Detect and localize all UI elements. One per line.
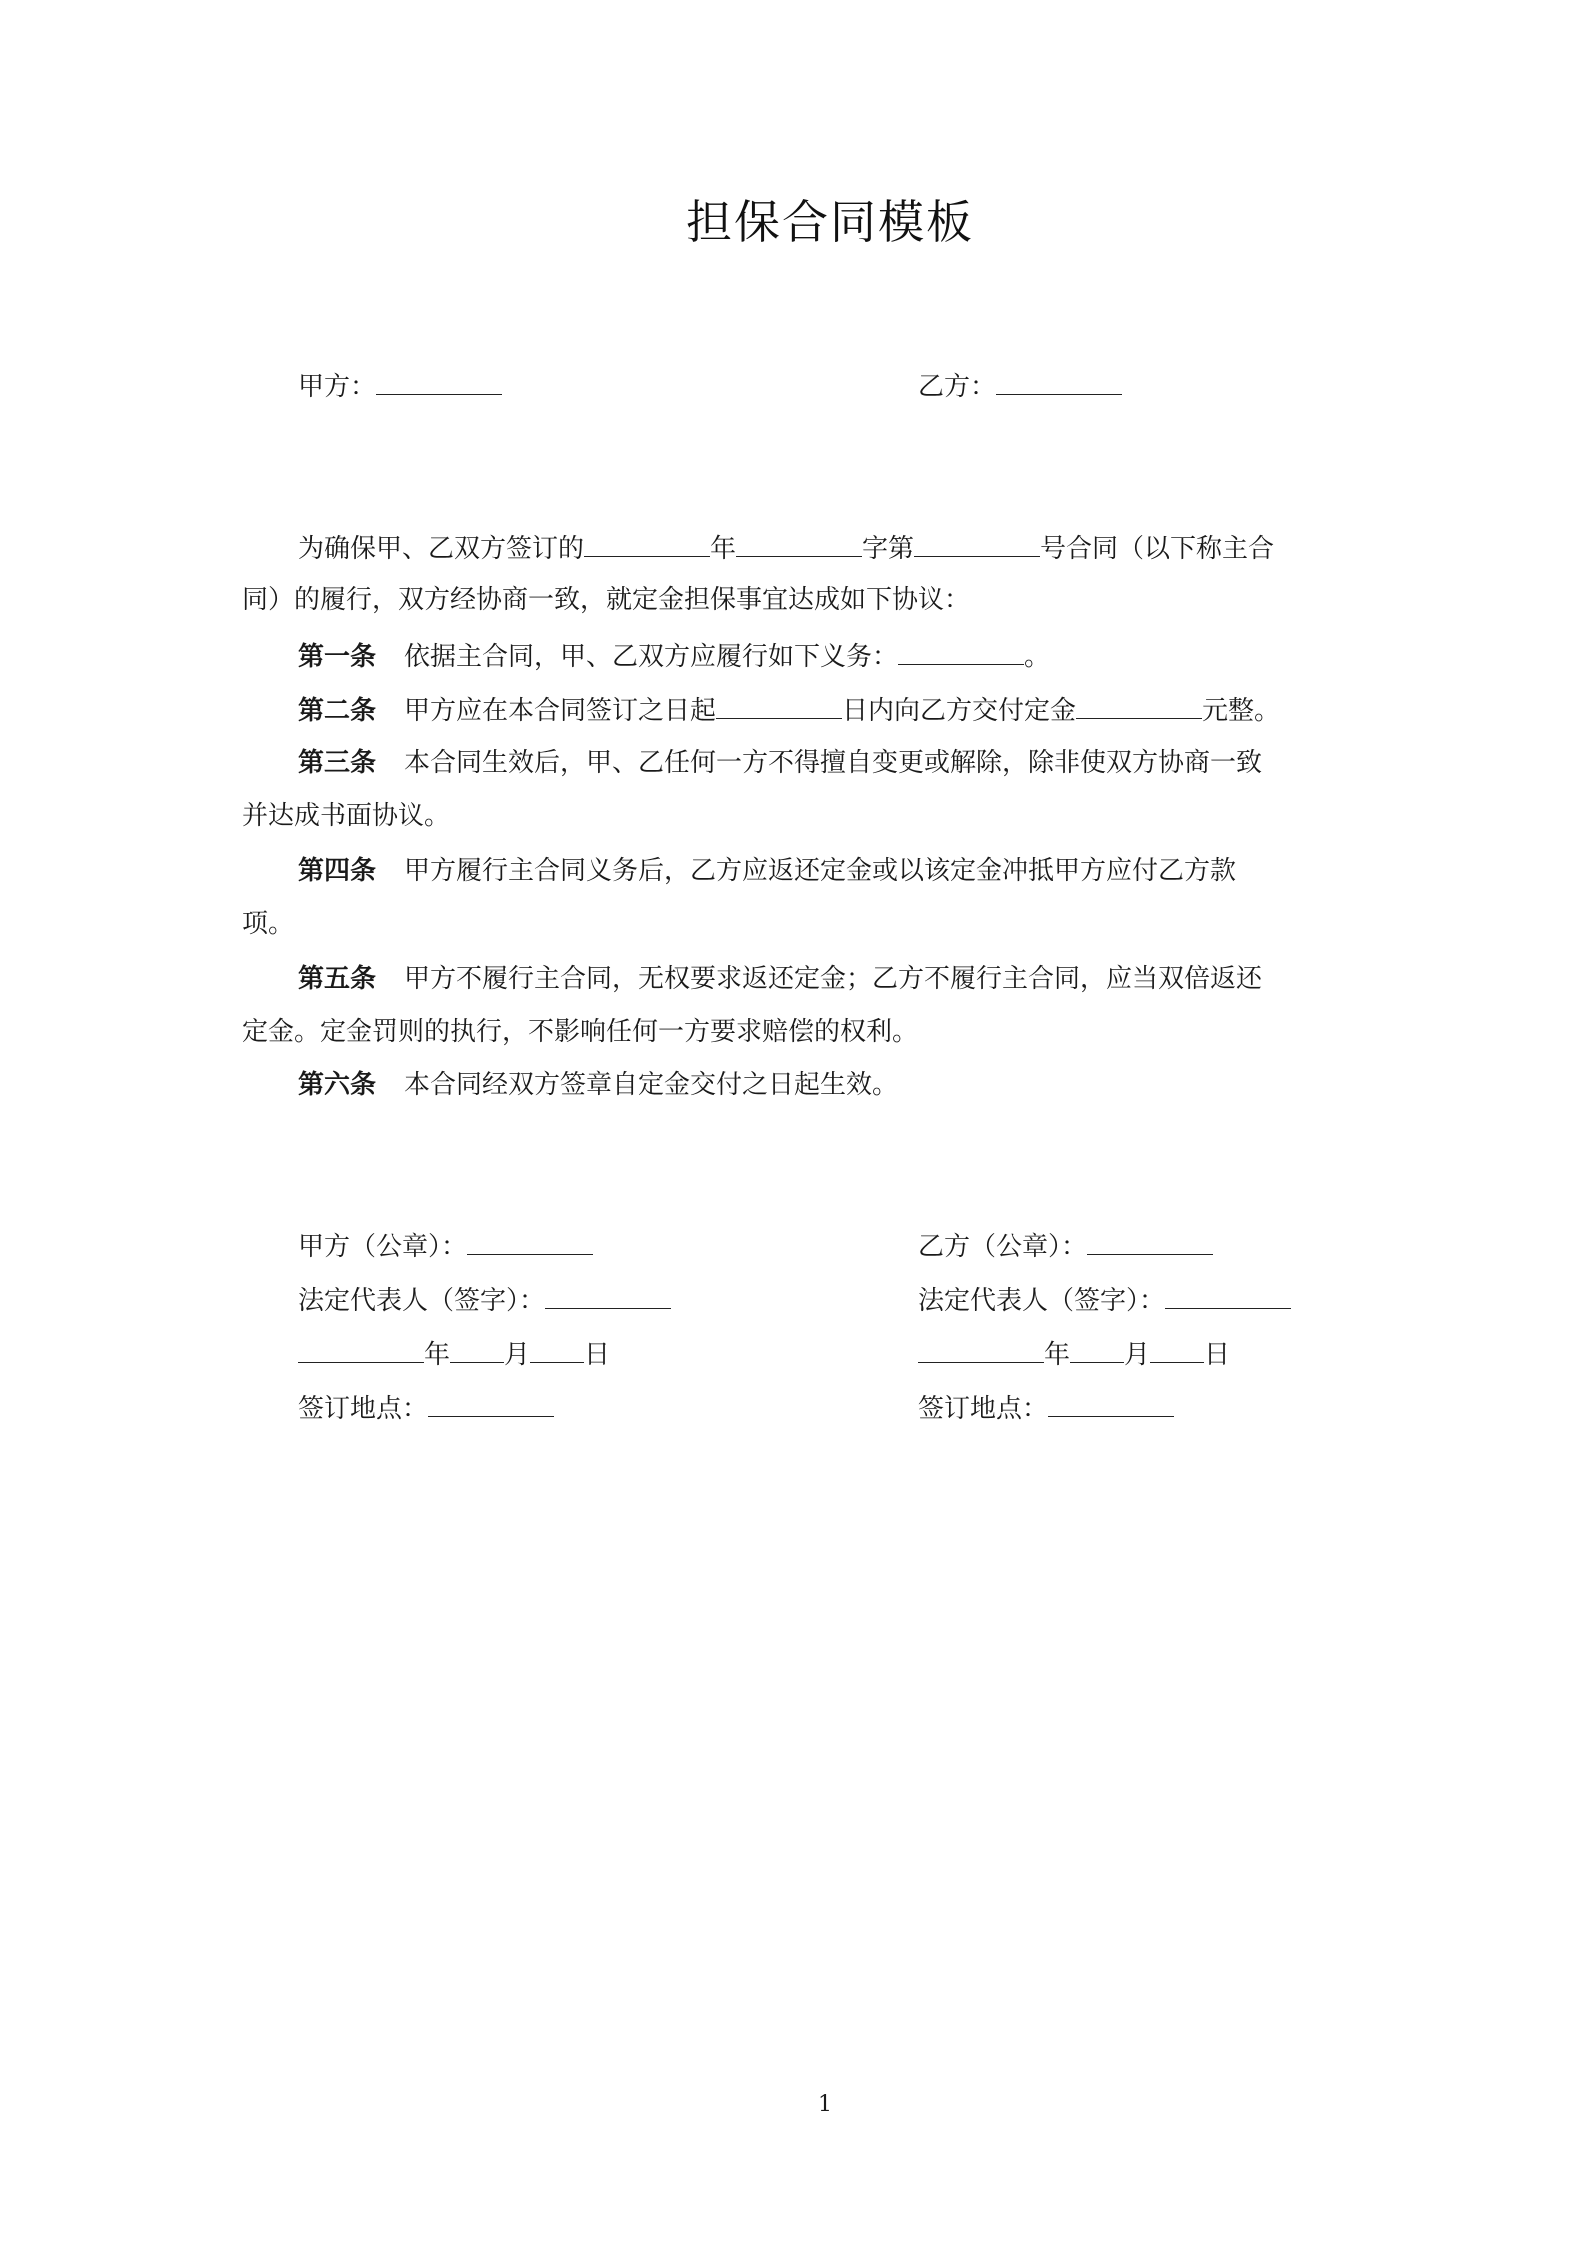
article-1-end: 。 — [1024, 642, 1051, 672]
article-5-label: 第五条 — [298, 964, 377, 994]
month-label: 月 — [1124, 1340, 1151, 1370]
document-title: 担保合同模板 — [686, 195, 974, 249]
party-a-place-label: 签订地点： — [298, 1394, 429, 1424]
article-3-line-1 — [298, 748, 1262, 778]
party-b-seal-line — [918, 1230, 1213, 1262]
article-6-label: 第六条 — [298, 1070, 377, 1100]
contract-word-blank — [736, 532, 862, 557]
article-1-text: 依据主合同，甲、乙双方应履行如下义务： — [404, 642, 899, 672]
article-2-text: 日内向乙方交付定金 — [842, 696, 1077, 726]
day-label: 日 — [584, 1340, 611, 1370]
preamble-text: 号合同（以下称主合 — [1040, 534, 1275, 564]
article-2-text: 甲方应在本合同签订之日起 — [404, 696, 717, 726]
preamble-line-1 — [298, 532, 1274, 564]
deposit-days-blank — [716, 694, 842, 719]
day-label: 日 — [1204, 1340, 1231, 1370]
party-b-day-blank — [1150, 1338, 1204, 1363]
preamble-text: 年 — [710, 534, 737, 564]
party-b-year-blank — [918, 1338, 1044, 1363]
party-a-rep-blank — [545, 1284, 671, 1309]
article-6-text: 本合同经双方签章自定金交付之日起生效。 — [404, 1070, 899, 1100]
article-2-label: 第二条 — [298, 696, 377, 726]
month-label: 月 — [504, 1340, 531, 1370]
article-2 — [298, 694, 1280, 726]
party-a-seal-line — [298, 1230, 593, 1262]
article-1-label: 第一条 — [298, 642, 377, 672]
party-b-month-blank — [1070, 1338, 1124, 1363]
party-b-place-label: 签订地点： — [918, 1394, 1049, 1424]
party-b-seal-blank — [1087, 1230, 1213, 1255]
party-b-blank — [996, 370, 1122, 395]
year-label: 年 — [1044, 1340, 1071, 1370]
party-a-year-blank — [298, 1338, 424, 1363]
party-b-label: 乙方： — [918, 372, 997, 402]
deposit-amount-blank — [1076, 694, 1202, 719]
article-5-line-1 — [298, 964, 1262, 994]
article-6 — [298, 1070, 898, 1100]
preamble-text: 为确保甲、乙双方签订的 — [298, 534, 585, 564]
party-a-rep-line — [298, 1284, 671, 1316]
party-a-day-blank — [530, 1338, 584, 1363]
party-b-rep-label: 法定代表人（签字）： — [918, 1286, 1166, 1316]
party-a-place-line — [298, 1392, 554, 1424]
party-b-line — [918, 370, 1122, 402]
article-3-text: 本合同生效后，甲、乙任何一方不得擅自变更或解除，除非使双方协商一致 — [404, 748, 1263, 778]
article-1-blank — [898, 640, 1024, 665]
party-a-month-blank — [450, 1338, 504, 1363]
article-2-text: 元整。 — [1202, 696, 1281, 726]
preamble-line-2: 同）的履行，双方经协商一致，就定金担保事宜达成如下协议： — [242, 585, 971, 615]
party-a-label: 甲方： — [298, 372, 377, 402]
party-b-place-line — [918, 1392, 1174, 1424]
preamble-text: 字第 — [862, 534, 915, 564]
contract-year-blank — [584, 532, 710, 557]
party-b-rep-blank — [1165, 1284, 1291, 1309]
article-4-label: 第四条 — [298, 856, 377, 886]
party-a-date-line — [298, 1338, 610, 1370]
party-a-rep-label: 法定代表人（签字）： — [298, 1286, 546, 1316]
article-5-line-2: 定金。定金罚则的执行，不影响任何一方要求赔偿的权利。 — [242, 1017, 919, 1047]
article-3-label: 第三条 — [298, 748, 377, 778]
article-4-text: 甲方履行主合同义务后，乙方应返还定金或以该定金冲抵甲方应付乙方款 — [404, 856, 1237, 886]
article-1 — [298, 640, 1050, 672]
party-a-blank — [376, 370, 502, 395]
contract-number-blank — [914, 532, 1040, 557]
party-a-seal-blank — [467, 1230, 593, 1255]
party-a-place-blank — [428, 1392, 554, 1417]
article-3-line-2: 并达成书面协议。 — [242, 801, 451, 831]
party-b-place-blank — [1048, 1392, 1174, 1417]
article-4-line-2: 项。 — [242, 909, 295, 939]
page-number: 1 — [818, 2092, 832, 2117]
article-5-text: 甲方不履行主合同，无权要求返还定金；乙方不履行主合同，应当双倍返还 — [404, 964, 1263, 994]
article-4-line-1 — [298, 856, 1236, 886]
party-a-seal-label: 甲方（公章）： — [298, 1232, 468, 1262]
year-label: 年 — [424, 1340, 451, 1370]
party-b-rep-line — [918, 1284, 1291, 1316]
party-a-line — [298, 370, 502, 402]
party-b-date-line — [918, 1338, 1230, 1370]
party-b-seal-label: 乙方（公章）： — [918, 1232, 1088, 1262]
